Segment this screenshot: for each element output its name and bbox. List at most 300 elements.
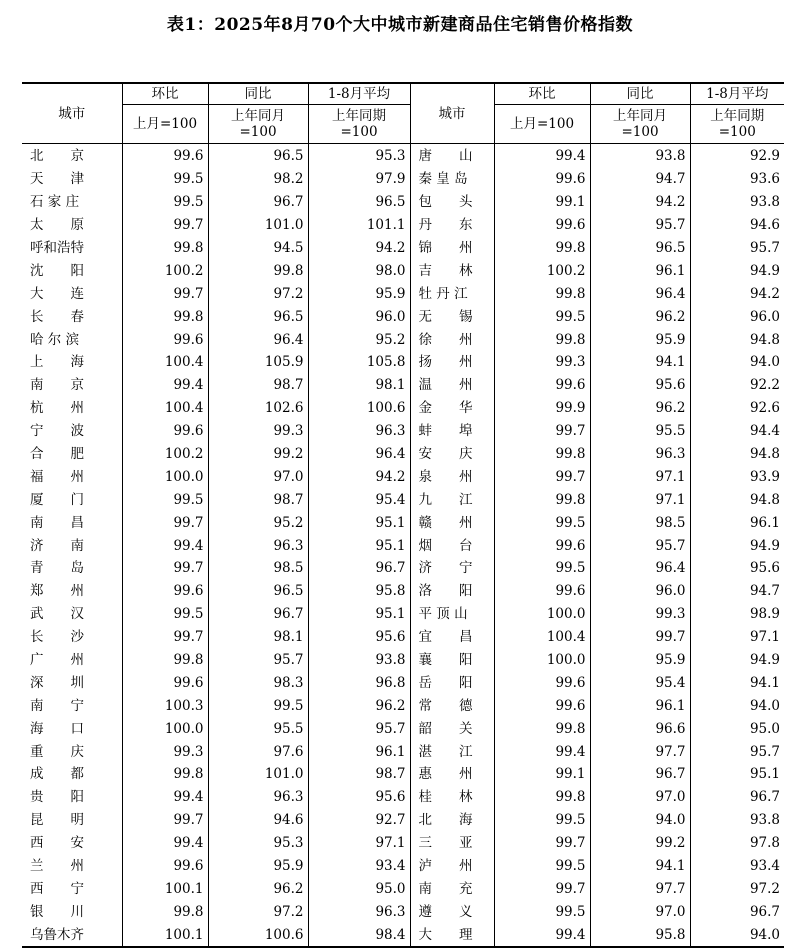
mom-index-cell: 100.2 (122, 259, 208, 282)
yoy-index-cell: 95.7 (208, 649, 308, 672)
city-name-cell: 呼和浩特 (30, 240, 84, 256)
yoy-index-cell: 98.2 (208, 168, 308, 191)
yoy-index-cell: 96.2 (590, 305, 690, 328)
mom-index-cell: 99.6 (494, 580, 590, 603)
header-city-left: 城市 (22, 83, 122, 144)
mom-index-cell: 99.6 (122, 855, 208, 878)
city-name-cell: 海 口 (30, 720, 84, 737)
avg-index-cell: 94.6 (690, 214, 784, 237)
city-name-cell: 烟 台 (410, 534, 494, 557)
mom-index-cell: 99.8 (122, 237, 208, 260)
avg-index-cell: 94.9 (690, 534, 784, 557)
mom-index-cell: 99.4 (494, 144, 590, 168)
header-yoy-base-left (208, 105, 308, 144)
avg-index-cell: 96.7 (690, 786, 784, 809)
mom-index-cell: 99.5 (122, 488, 208, 511)
avg-index-cell: 94.9 (690, 649, 784, 672)
table-row (22, 351, 784, 374)
avg-index-cell: 98.4 (308, 923, 410, 947)
city-name-cell: 襄 阳 (410, 649, 494, 672)
city-name-cell: 吉 林 (410, 259, 494, 282)
city-name-cell: 上 海 (30, 354, 84, 371)
avg-index-cell: 96.8 (308, 671, 410, 694)
yoy-index-cell: 96.3 (208, 534, 308, 557)
yoy-index-cell: 95.8 (590, 923, 690, 947)
avg-index-cell: 97.1 (690, 626, 784, 649)
yoy-index-cell: 95.2 (208, 511, 308, 534)
city-name-cell: 宁 波 (30, 423, 84, 440)
mom-index-cell: 99.8 (494, 282, 590, 305)
mom-index-cell: 100.0 (122, 717, 208, 740)
city-name-cell: 蚌 埠 (410, 420, 494, 443)
yoy-index-cell: 99.3 (590, 603, 690, 626)
yoy-index-cell: 100.6 (208, 923, 308, 947)
table-row (22, 855, 784, 878)
avg-index-cell: 98.9 (690, 603, 784, 626)
city-name-cell: 宜 昌 (410, 626, 494, 649)
mom-index-cell: 99.7 (494, 420, 590, 443)
table-row (22, 878, 784, 901)
mom-index-cell: 99.6 (122, 671, 208, 694)
mom-index-cell: 100.3 (122, 694, 208, 717)
yoy-index-cell: 96.7 (208, 603, 308, 626)
mom-index-cell: 99.7 (494, 878, 590, 901)
mom-index-cell: 99.6 (122, 328, 208, 351)
yoy-index-cell: 95.9 (590, 328, 690, 351)
yoy-index-cell: 98.5 (590, 511, 690, 534)
table-row (22, 237, 784, 260)
table-row (22, 443, 784, 466)
yoy-index-cell: 98.7 (208, 488, 308, 511)
mom-index-cell: 99.8 (494, 443, 590, 466)
header-avg-left: 1-8月平均 (308, 83, 410, 105)
price-index-table (22, 82, 784, 948)
yoy-index-cell: 99.2 (208, 443, 308, 466)
mom-index-cell: 99.4 (122, 374, 208, 397)
yoy-index-cell: 96.2 (208, 878, 308, 901)
yoy-index-cell: 97.2 (208, 282, 308, 305)
avg-index-cell: 94.0 (690, 923, 784, 947)
city-name-cell: 常 德 (410, 694, 494, 717)
city-name-cell: 青 岛 (30, 560, 84, 577)
avg-index-cell: 95.6 (308, 626, 410, 649)
city-name-cell: 丹 东 (410, 214, 494, 237)
header-avg-base-line2: =100 (718, 124, 756, 140)
mom-index-cell: 99.9 (494, 397, 590, 420)
avg-index-cell: 105.8 (308, 351, 410, 374)
mom-index-cell: 100.4 (122, 397, 208, 420)
table-row (22, 649, 784, 672)
city-name-cell: 杭 州 (30, 400, 84, 417)
avg-index-cell: 96.2 (308, 694, 410, 717)
table-row (22, 420, 784, 443)
mom-index-cell: 99.6 (494, 694, 590, 717)
yoy-index-cell: 94.0 (590, 809, 690, 832)
table-row (22, 511, 784, 534)
table-row (22, 694, 784, 717)
mom-index-cell: 99.6 (494, 374, 590, 397)
mom-index-cell: 100.0 (494, 603, 590, 626)
mom-index-cell: 99.8 (494, 488, 590, 511)
avg-index-cell: 97.8 (690, 832, 784, 855)
city-name-cell: 平 顶 山 (410, 603, 494, 626)
avg-index-cell: 95.0 (308, 878, 410, 901)
yoy-index-cell: 105.9 (208, 351, 308, 374)
yoy-index-cell: 98.5 (208, 557, 308, 580)
table-row (22, 717, 784, 740)
header-avg-base-right (690, 105, 784, 144)
yoy-index-cell: 102.6 (208, 397, 308, 420)
yoy-index-cell: 99.2 (590, 832, 690, 855)
avg-index-cell: 94.8 (690, 328, 784, 351)
mom-index-cell: 99.8 (122, 900, 208, 923)
avg-index-cell: 96.7 (308, 557, 410, 580)
avg-index-cell: 95.7 (690, 237, 784, 260)
city-name-cell: 锦 州 (410, 237, 494, 260)
avg-index-cell: 94.7 (690, 580, 784, 603)
table-row (22, 144, 784, 168)
avg-index-cell: 95.3 (308, 144, 410, 168)
header-avg-base-left (308, 105, 410, 144)
city-name-cell: 温 州 (410, 374, 494, 397)
yoy-index-cell: 96.7 (590, 763, 690, 786)
avg-index-cell: 98.0 (308, 259, 410, 282)
city-name-cell: 深 圳 (30, 674, 84, 691)
avg-index-cell: 93.8 (690, 191, 784, 214)
avg-index-cell: 94.2 (308, 237, 410, 260)
mom-index-cell: 99.5 (494, 557, 590, 580)
avg-index-cell: 92.7 (308, 809, 410, 832)
avg-index-cell: 93.8 (690, 809, 784, 832)
yoy-index-cell: 95.9 (590, 649, 690, 672)
table-row (22, 259, 784, 282)
city-name-cell: 哈 尔 滨 (30, 331, 80, 348)
yoy-index-cell: 94.1 (590, 855, 690, 878)
avg-index-cell: 100.6 (308, 397, 410, 420)
avg-index-cell: 95.1 (308, 603, 410, 626)
mom-index-cell: 99.5 (122, 603, 208, 626)
city-name-cell: 金 华 (410, 397, 494, 420)
city-name-cell: 长 春 (30, 308, 84, 325)
mom-index-cell: 99.6 (122, 144, 208, 168)
mom-index-cell: 99.7 (122, 626, 208, 649)
header-avg-right: 1-8月平均 (690, 83, 784, 105)
city-name-cell: 成 都 (30, 766, 84, 783)
city-name-cell: 湛 江 (410, 740, 494, 763)
avg-index-cell: 95.1 (308, 534, 410, 557)
city-name-cell: 厦 门 (30, 491, 84, 508)
city-name-cell: 西 宁 (30, 880, 84, 897)
mom-index-cell: 99.6 (494, 671, 590, 694)
yoy-index-cell: 98.7 (208, 374, 308, 397)
yoy-index-cell: 96.5 (208, 305, 308, 328)
yoy-index-cell: 97.1 (590, 488, 690, 511)
mom-index-cell: 99.5 (122, 191, 208, 214)
header-avg-base-line1: 上年同期 (710, 108, 765, 124)
city-name-cell: 南 充 (410, 878, 494, 901)
yoy-index-cell: 94.7 (590, 168, 690, 191)
mom-index-cell: 99.8 (494, 786, 590, 809)
mom-index-cell: 100.2 (494, 259, 590, 282)
mom-index-cell: 99.7 (494, 465, 590, 488)
city-name-cell: 南 京 (30, 377, 84, 394)
mom-index-cell: 99.5 (494, 305, 590, 328)
city-name-cell: 无 锡 (410, 305, 494, 328)
city-name-cell: 石 家 庄 (30, 194, 80, 211)
mom-index-cell: 99.6 (494, 168, 590, 191)
table-row (22, 603, 784, 626)
avg-index-cell: 95.7 (308, 717, 410, 740)
mom-index-cell: 100.4 (122, 351, 208, 374)
avg-index-cell: 96.7 (690, 900, 784, 923)
mom-index-cell: 99.5 (494, 809, 590, 832)
city-name-cell: 武 汉 (30, 606, 84, 623)
yoy-index-cell: 94.5 (208, 237, 308, 260)
yoy-index-cell: 96.3 (208, 786, 308, 809)
mom-index-cell: 99.5 (494, 855, 590, 878)
table-row (22, 191, 784, 214)
mom-index-cell: 99.8 (494, 328, 590, 351)
avg-index-cell: 97.1 (308, 832, 410, 855)
yoy-index-cell: 96.0 (590, 580, 690, 603)
avg-index-cell: 93.9 (690, 465, 784, 488)
city-name-cell: 北 海 (410, 809, 494, 832)
avg-index-cell: 94.8 (690, 488, 784, 511)
city-name-cell: 贵 阳 (30, 789, 84, 806)
table-row (22, 305, 784, 328)
header-mom-base-right: 上月=100 (494, 105, 590, 144)
avg-index-cell: 96.4 (308, 443, 410, 466)
yoy-index-cell: 96.1 (590, 694, 690, 717)
city-name-cell: 兰 州 (30, 858, 84, 875)
table-row (22, 671, 784, 694)
avg-index-cell: 93.4 (690, 855, 784, 878)
city-name-cell: 惠 州 (410, 763, 494, 786)
avg-index-cell: 97.9 (308, 168, 410, 191)
city-name-cell: 合 肥 (30, 446, 84, 463)
mom-index-cell: 99.6 (494, 534, 590, 557)
table-row (22, 786, 784, 809)
avg-index-cell: 96.0 (690, 305, 784, 328)
mom-index-cell: 99.3 (494, 351, 590, 374)
city-name-cell: 唐 山 (410, 144, 494, 168)
mom-index-cell: 99.7 (122, 214, 208, 237)
yoy-index-cell: 96.2 (590, 397, 690, 420)
avg-index-cell: 94.2 (690, 282, 784, 305)
city-name-cell: 郑 州 (30, 583, 84, 600)
avg-index-cell: 96.3 (308, 900, 410, 923)
city-name-cell: 赣 州 (410, 511, 494, 534)
yoy-index-cell: 95.6 (590, 374, 690, 397)
yoy-index-cell: 96.4 (590, 282, 690, 305)
mom-index-cell: 99.7 (122, 511, 208, 534)
mom-index-cell: 99.4 (494, 923, 590, 947)
mom-index-cell: 99.6 (494, 214, 590, 237)
yoy-index-cell: 99.3 (208, 420, 308, 443)
city-name-cell: 遵 义 (410, 900, 494, 923)
city-name-cell: 乌鲁木齐 (30, 926, 84, 943)
city-name-cell: 南 宁 (30, 697, 84, 714)
city-name-cell: 长 沙 (30, 629, 84, 646)
city-name-cell: 沈 阳 (30, 262, 84, 279)
header-yoy-base-line2: =100 (239, 124, 277, 140)
header-yoy-base-line2: =100 (621, 124, 659, 140)
avg-index-cell: 94.0 (690, 351, 784, 374)
mom-index-cell: 99.7 (494, 832, 590, 855)
yoy-index-cell: 97.0 (208, 465, 308, 488)
city-name-cell: 徐 州 (410, 328, 494, 351)
city-name-cell: 安 庆 (410, 443, 494, 466)
yoy-index-cell: 96.7 (208, 191, 308, 214)
city-name-cell: 济 南 (30, 537, 84, 554)
mom-index-cell: 99.8 (122, 763, 208, 786)
mom-index-cell: 99.8 (122, 649, 208, 672)
avg-index-cell: 93.4 (308, 855, 410, 878)
avg-index-cell: 95.6 (690, 557, 784, 580)
city-name-cell: 重 庆 (30, 743, 84, 760)
table-body (22, 144, 784, 948)
yoy-index-cell: 95.4 (590, 671, 690, 694)
avg-index-cell: 96.5 (308, 191, 410, 214)
avg-index-cell: 95.1 (690, 763, 784, 786)
avg-index-cell: 96.1 (308, 740, 410, 763)
yoy-index-cell: 96.1 (590, 259, 690, 282)
yoy-index-cell: 97.6 (208, 740, 308, 763)
city-name-cell: 银 川 (30, 903, 84, 920)
avg-index-cell: 95.1 (308, 511, 410, 534)
city-name-cell: 秦 皇 岛 (410, 168, 494, 191)
avg-index-cell: 96.0 (308, 305, 410, 328)
yoy-index-cell: 97.0 (590, 900, 690, 923)
page-title: 表1：2025年8月70个大中城市新建商品住宅销售价格指数 (166, 15, 634, 35)
avg-index-cell: 92.9 (690, 144, 784, 168)
avg-index-cell: 95.9 (308, 282, 410, 305)
yoy-index-cell: 97.7 (590, 740, 690, 763)
mom-index-cell: 99.6 (122, 420, 208, 443)
yoy-index-cell: 93.8 (590, 144, 690, 168)
avg-index-cell: 94.8 (690, 443, 784, 466)
mom-index-cell: 99.4 (122, 832, 208, 855)
yoy-index-cell: 96.5 (208, 580, 308, 603)
mom-index-cell: 100.4 (494, 626, 590, 649)
city-name-cell: 桂 林 (410, 786, 494, 809)
yoy-index-cell: 99.8 (208, 259, 308, 282)
yoy-index-cell: 96.4 (590, 557, 690, 580)
city-name-cell: 济 宁 (410, 557, 494, 580)
yoy-index-cell: 98.3 (208, 671, 308, 694)
table-row (22, 832, 784, 855)
yoy-index-cell: 98.1 (208, 626, 308, 649)
yoy-index-cell: 95.7 (590, 534, 690, 557)
mom-index-cell: 100.1 (122, 923, 208, 947)
table-row (22, 328, 784, 351)
mom-index-cell: 99.8 (494, 237, 590, 260)
city-name-cell: 昆 明 (30, 812, 84, 829)
mom-index-cell: 100.2 (122, 443, 208, 466)
avg-index-cell: 97.2 (690, 878, 784, 901)
yoy-index-cell: 96.6 (590, 717, 690, 740)
yoy-index-cell: 99.5 (208, 694, 308, 717)
mom-index-cell: 99.7 (122, 557, 208, 580)
mom-index-cell: 99.1 (494, 191, 590, 214)
mom-index-cell: 99.7 (122, 809, 208, 832)
city-name-cell: 牡 丹 江 (410, 282, 494, 305)
city-name-cell: 泉 州 (410, 465, 494, 488)
table-row (22, 900, 784, 923)
mom-index-cell: 99.4 (122, 534, 208, 557)
yoy-index-cell: 99.7 (590, 626, 690, 649)
avg-index-cell: 93.8 (308, 649, 410, 672)
table-row (22, 923, 784, 947)
yoy-index-cell: 97.0 (590, 786, 690, 809)
city-name-cell: 北 京 (30, 148, 84, 165)
yoy-index-cell: 96.5 (590, 237, 690, 260)
avg-index-cell: 96.1 (690, 511, 784, 534)
header-avg-base-line2: =100 (340, 124, 378, 140)
table-row (22, 763, 784, 786)
yoy-index-cell: 97.1 (590, 465, 690, 488)
table-row (22, 626, 784, 649)
avg-index-cell: 98.1 (308, 374, 410, 397)
city-name-cell: 大 连 (30, 285, 84, 302)
mom-index-cell: 100.0 (494, 649, 590, 672)
yoy-index-cell: 97.7 (590, 878, 690, 901)
avg-index-cell: 101.1 (308, 214, 410, 237)
yoy-index-cell: 95.5 (590, 420, 690, 443)
header-mom-base-left: 上月=100 (122, 105, 208, 144)
yoy-index-cell: 95.9 (208, 855, 308, 878)
mom-index-cell: 100.1 (122, 878, 208, 901)
header-city-right: 城市 (410, 83, 494, 144)
header-yoy-left: 同比 (208, 83, 308, 105)
table-row (22, 168, 784, 191)
yoy-index-cell: 94.6 (208, 809, 308, 832)
yoy-index-cell: 96.3 (590, 443, 690, 466)
mom-index-cell: 99.1 (494, 763, 590, 786)
city-name-cell: 福 州 (30, 468, 84, 485)
avg-index-cell: 95.7 (690, 740, 784, 763)
avg-index-cell: 95.6 (308, 786, 410, 809)
mom-index-cell: 99.8 (494, 717, 590, 740)
yoy-index-cell: 97.2 (208, 900, 308, 923)
table-row (22, 809, 784, 832)
avg-index-cell: 98.7 (308, 763, 410, 786)
avg-index-cell: 95.8 (308, 580, 410, 603)
city-name-cell: 太 原 (30, 217, 84, 234)
header-avg-base-line1: 上年同期 (332, 108, 386, 124)
avg-index-cell: 92.6 (690, 397, 784, 420)
mom-index-cell: 99.7 (122, 282, 208, 305)
avg-index-cell: 94.1 (690, 671, 784, 694)
city-name-cell: 广 州 (30, 652, 84, 669)
avg-index-cell: 94.0 (690, 694, 784, 717)
table-row (22, 282, 784, 305)
table-row (22, 465, 784, 488)
city-name-cell: 包 头 (410, 191, 494, 214)
avg-index-cell: 92.2 (690, 374, 784, 397)
header-mom-right: 环比 (494, 83, 590, 105)
header-mom-left: 环比 (122, 83, 208, 105)
yoy-index-cell: 96.4 (208, 328, 308, 351)
mom-index-cell: 99.5 (494, 511, 590, 534)
avg-index-cell: 94.4 (690, 420, 784, 443)
table-row (22, 397, 784, 420)
yoy-index-cell: 94.2 (590, 191, 690, 214)
avg-index-cell: 95.0 (690, 717, 784, 740)
city-name-cell: 三 亚 (410, 832, 494, 855)
mom-index-cell: 99.6 (122, 580, 208, 603)
yoy-index-cell: 94.1 (590, 351, 690, 374)
